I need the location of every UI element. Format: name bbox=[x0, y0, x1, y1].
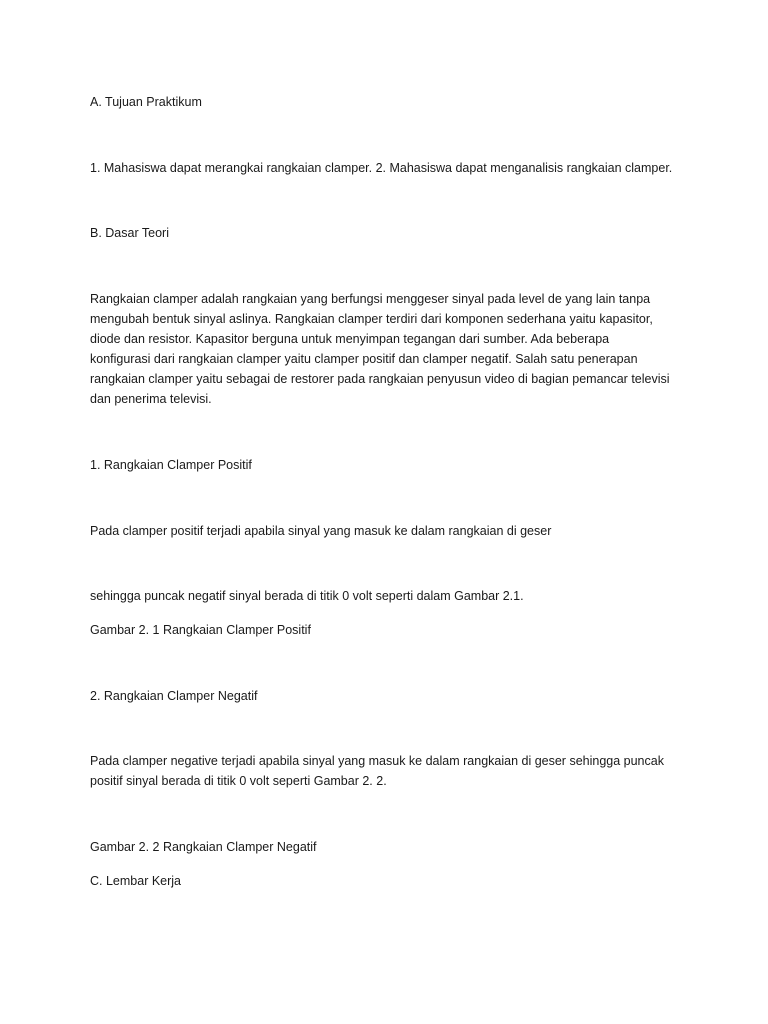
negatif-line: positif sinyal berada di titik 0 volt seperti Gambar 2. 2. bbox=[90, 774, 387, 788]
heading-tujuan-praktikum: A. Tujuan Praktikum bbox=[90, 95, 202, 109]
dasar-teori-line: dan penerima televisi. bbox=[90, 392, 212, 406]
dasar-teori-paragraph bbox=[90, 289, 690, 409]
negatif-paragraph bbox=[90, 751, 690, 791]
positif-text-1: Pada clamper positif terjadi apabila sinyal yang masuk ke dalam rangkaian di geser bbox=[90, 524, 552, 538]
heading-clamper-negatif: 2. Rangkaian Clamper Negatif bbox=[90, 689, 258, 703]
dasar-teori-line: mengubah bentuk sinyal aslinya. Rangkaian clamper terdiri dari komponen sederhana yaitu kapasitor, bbox=[90, 312, 653, 326]
positif-text-2: sehingga puncak negatif sinyal berada di titik 0 volt seperti dalam Gambar 2.1. bbox=[90, 589, 524, 603]
heading-lembar-kerja: C. Lembar Kerja bbox=[90, 874, 182, 888]
caption-gambar-2-2: Gambar 2. 2 Rangkaian Clamper Negatif bbox=[90, 840, 317, 854]
dasar-teori-line: diode dan resistor. Kapasitor berguna untuk menyimpan tegangan dari sumber. Ada beberapa bbox=[90, 332, 610, 346]
dasar-teori-line: Rangkaian clamper adalah rangkaian yang berfungsi menggeser sinyal pada level de yang lain tanpa bbox=[90, 292, 651, 306]
heading-clamper-positif: 1. Rangkaian Clamper Positif bbox=[90, 458, 252, 472]
tujuan-text: 1. Mahasiswa dapat merangkai rangkaian clamper. 2. Mahasiswa dapat menganalisis rangkaian clamper. bbox=[90, 161, 673, 175]
heading-dasar-teori: B. Dasar Teori bbox=[90, 226, 169, 240]
caption-gambar-2-1: Gambar 2. 1 Rangkaian Clamper Positif bbox=[90, 623, 311, 637]
dasar-teori-line: rangkaian clamper yaitu sebagai de restorer pada rangkaian penyusun video di bagian pemancar televisi bbox=[90, 372, 670, 386]
negatif-line: Pada clamper negative terjadi apabila sinyal yang masuk ke dalam rangkaian di geser sehingga puncak bbox=[90, 754, 664, 768]
dasar-teori-line: konfigurasi dari rangkaian clamper yaitu clamper positif dan clamper negatif. Salah satu penerapan bbox=[90, 352, 638, 366]
